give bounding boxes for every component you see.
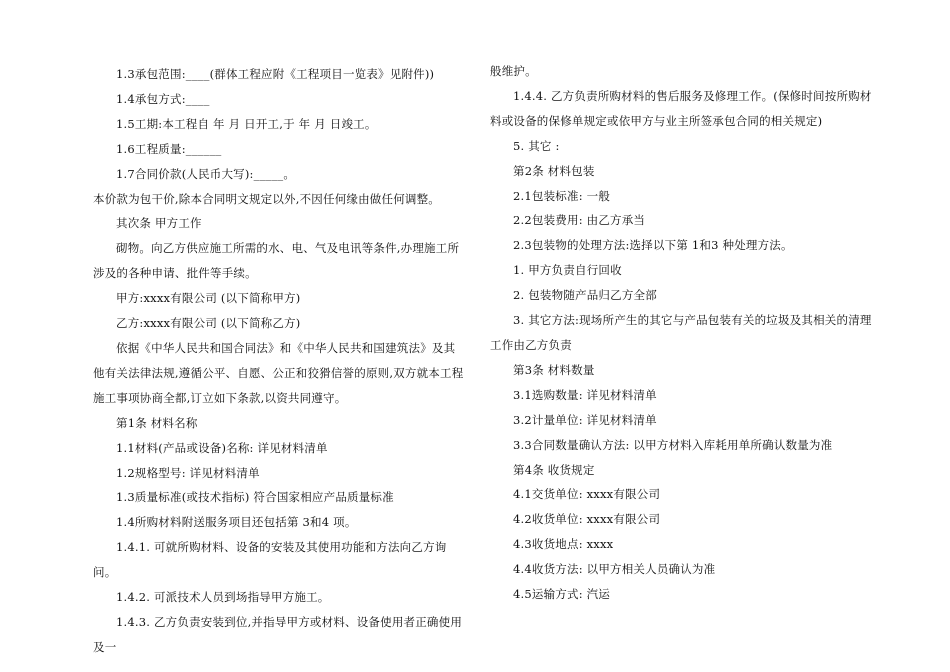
paragraph: 1.1材料(产品或设备)名称: 详见材料清单 <box>116 440 328 455</box>
paragraph: 般维护。 <box>490 64 537 78</box>
paragraph: 3. 其它方法:现场所产生的其它与产品包装有关的垃圾及其相关的清理工作由乙方负责 <box>490 313 872 352</box>
paragraph: 1. 甲方负责自行回收 <box>513 263 622 278</box>
paragraph: 本价款为包干价,除本合同明文规定以外,不因任何缘由做任何调整。 <box>93 191 441 206</box>
paragraph: 1.4.1. 可就所购材料、设备的安装及其使用功能和方法向乙方询问。 <box>93 540 447 580</box>
paragraph: 1.4.2. 可派技术人员到场指导甲方施工。 <box>116 590 330 605</box>
paragraph: 1.6工程质量:______ <box>116 141 222 156</box>
left-column <box>93 62 465 660</box>
paragraph: 3.3合同数量确认方法: 以甲方材料入库耗用单所确认数量为准 <box>513 437 833 452</box>
paragraph: 第2条 材料包装 <box>513 163 595 178</box>
paragraph: 2. 包装物随产品归乙方全部 <box>513 288 657 303</box>
paragraph: 第4条 收货规定 <box>513 462 595 477</box>
paragraph: 4.5运输方式: 汽运 <box>513 587 611 602</box>
right-column <box>490 59 873 607</box>
paragraph: 第1条 材料名称 <box>116 415 198 430</box>
paragraph: 1.4所购材料附送服务项目还包括第 3和4 项。 <box>116 515 357 530</box>
paragraph: 1.5工期:本工程自 年 月 日开工,于 年 月 日竣工。 <box>116 116 377 131</box>
paragraph: 4.1交货单位: xxxx有限公司 <box>513 487 661 502</box>
paragraph: 甲方:xxxx有限公司 (以下简称甲方) <box>116 291 301 306</box>
paragraph: 第3条 材料数量 <box>513 362 595 377</box>
paragraph: 4.4收货方法: 以甲方相关人员确认为准 <box>513 562 716 577</box>
paragraph: 2.2包装费用: 由乙方承当 <box>513 213 646 228</box>
paragraph: 1.4承包方式:____ <box>116 91 210 106</box>
paragraph: 1.4.4. 乙方负责所购材料的售后服务及修理工作。(保修时间按所购材料或设备的保修单规定或依甲方与业主所签承包合同的相关规定) <box>490 88 872 128</box>
paragraph: 1.7合同价款(人民币大写):_____。 <box>116 166 296 181</box>
paragraph: 1.4.3. 乙方负责安装到位,并指导甲方或材料、设备使用者正确使用及一 <box>93 614 463 654</box>
paragraph: 1.3承包范围:____(群体工程应附《工程项目一览表》见附件)) <box>116 67 435 81</box>
paragraph: 4.2收货单位: xxxx有限公司 <box>513 512 661 527</box>
paragraph: 4.3收货地点: xxxx <box>513 537 614 552</box>
paragraph: 5. 其它 : <box>513 138 560 153</box>
paragraph: 3.1选购数量: 详见材料清单 <box>513 387 657 402</box>
paragraph: 1.3质量标准(或技术指标) 符合国家相应产品质量标准 <box>116 490 394 505</box>
paragraph: 乙方:xxxx有限公司 (以下简称乙方) <box>116 316 301 331</box>
paragraph: 2.1包装标准: 一般 <box>513 188 611 203</box>
paragraph: 其次条 甲方工作 <box>116 216 202 231</box>
paragraph: 3.2计量单位: 详见材料清单 <box>513 412 657 427</box>
paragraph: 2.3包装物的处理方法:选择以下第 1和3 种处理方法。 <box>513 238 793 253</box>
paragraph: 1.2规格型号: 详见材料清单 <box>116 465 260 480</box>
paragraph: 砌物。向乙方供应施工所需的水、电、气及电讯等条件,办理施工所涉及的各种申请、批件等手续。 <box>93 241 460 281</box>
paragraph: 依据《中华人民共和国合同法》和《中华人民共和国建筑法》及其他有关法律法规,遵循公平、自愿、公正和狡猾信誉的原则,双方就本工程施工事项协商全都,订立如下条款,以资共同遵守。 <box>93 340 464 405</box>
